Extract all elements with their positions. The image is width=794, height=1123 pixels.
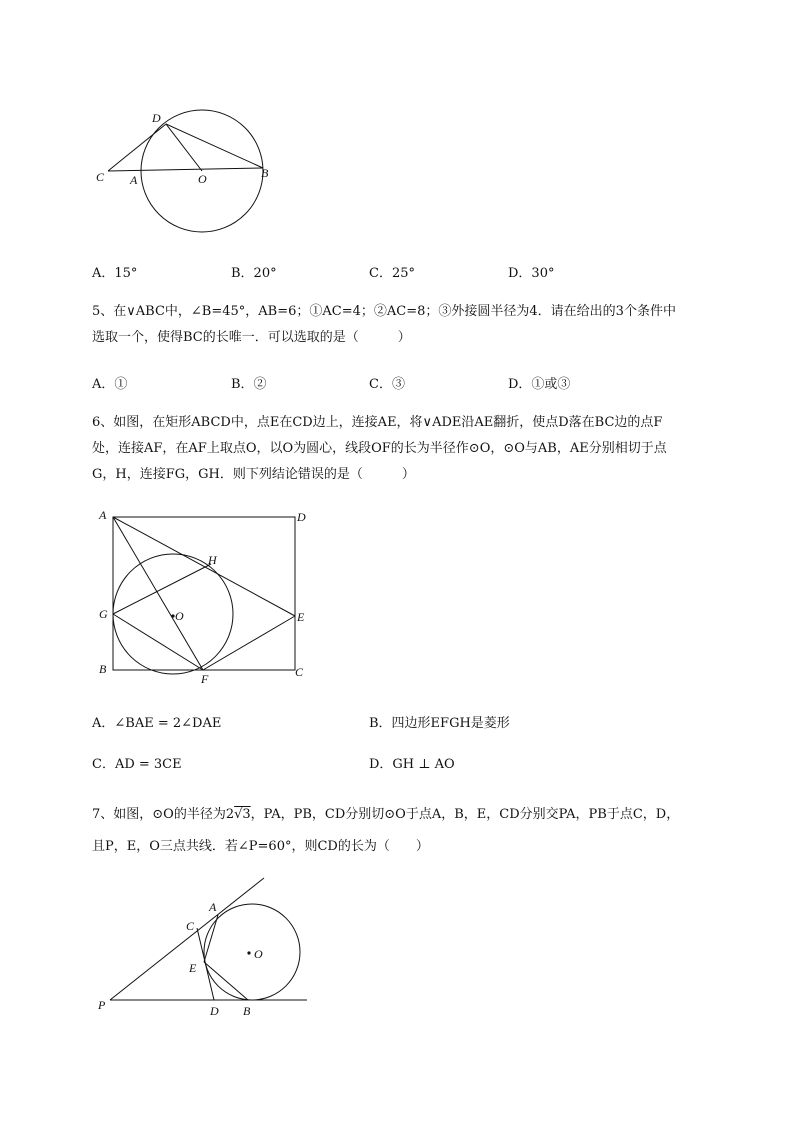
line-pa <box>110 878 264 1000</box>
segment-ae <box>113 517 295 616</box>
segment-eb <box>204 962 248 1000</box>
segment-fe <box>203 616 295 670</box>
q6-line-1: 6、如图，在矩形ABCD中，点E在CD边上，连接AE，将∨ADE沿AE翻折，使点D落在BC边的点F <box>92 415 663 430</box>
q6-rectangle-figure <box>95 505 315 685</box>
label-e: E <box>189 961 197 975</box>
label-a: A <box>209 900 217 914</box>
q6-option-a[interactable]: A．∠BAE = 2∠DAE <box>92 716 222 731</box>
label-c: C <box>96 170 105 184</box>
q7-line-2: 且P，E，O三点共线．若∠P=60°，则CD的长为（ ） <box>92 839 429 854</box>
rectangle-abcd <box>113 517 295 670</box>
q7-stem <box>92 799 752 863</box>
label-d: D <box>297 510 306 524</box>
label-o: O <box>198 172 207 186</box>
q7-line-1-b: ，PA，PB，CD分别切⊙O于点A，B，E，CD分别交PA，PB于点C，D， <box>250 807 680 822</box>
label-c: C <box>186 919 195 933</box>
q6-option-d[interactable]: D．GH ⊥ AO <box>369 757 455 772</box>
q6-line-2: 处，连接AF，在AF上取点O，以O为圆心，线段OF的长为半径作⊙O，⊙O与AB，AE分别相切于点 <box>92 441 667 456</box>
segment-cd <box>108 124 166 171</box>
label-a: A <box>99 508 107 522</box>
label-e: E <box>297 610 305 624</box>
label-g: G <box>99 607 108 621</box>
q4-option-b[interactable]: B．20° <box>231 266 277 281</box>
label-h: H <box>208 553 217 567</box>
label-d: D <box>210 1004 219 1018</box>
segment-af <box>113 517 203 670</box>
label-b: B <box>243 1004 251 1018</box>
q5-line-1: 5、在∨ABC中，∠B=45°，AB=6；①AC=4；②AC=8；③外接圆半径为4．请在给出的3个条件中 <box>92 304 676 319</box>
q5-option-c[interactable]: C．③ <box>369 377 405 392</box>
label-o: O <box>254 947 263 961</box>
segment-db <box>166 124 263 168</box>
label-c: C <box>295 665 304 679</box>
q4-option-d[interactable]: D．30° <box>508 266 555 281</box>
q6-line-3: G，H，连接FG，GH．则下列结论错误的是（ ） <box>92 467 415 482</box>
q5-option-b[interactable]: B．② <box>231 377 267 392</box>
label-b: B <box>99 662 107 676</box>
q7-line-1 <box>92 799 752 831</box>
q4-circle-figure <box>90 105 290 235</box>
segment-do <box>166 124 202 171</box>
q7-tangent-figure <box>92 873 322 1023</box>
q5-stem <box>92 299 752 351</box>
q5-option-a[interactable]: A．① <box>92 377 128 392</box>
label-d: D <box>152 111 161 125</box>
q4-option-a[interactable]: A．15° <box>92 266 138 281</box>
circle-o <box>204 904 300 1000</box>
q6-option-b[interactable]: B．四边形EFGH是菱形 <box>369 716 510 731</box>
label-f: F <box>201 672 209 686</box>
q6-stem <box>92 410 752 488</box>
label-b: B <box>261 166 269 180</box>
label-p: P <box>98 998 106 1012</box>
segment-cb <box>108 168 263 171</box>
q4-option-c[interactable]: C．25° <box>369 266 415 281</box>
q5-line-2: 选取一个，使得BC的长唯一．可以选取的是（ ） <box>92 330 411 345</box>
center-dot-o <box>247 951 250 954</box>
segment-gf <box>113 614 203 670</box>
q7-line-1-a: 7、如图，⊙O的半径为2 <box>92 807 235 822</box>
label-a: A <box>130 173 138 187</box>
q6-option-c[interactable]: C．AD = 3CE <box>92 757 182 772</box>
label-o: O <box>175 609 184 623</box>
q5-option-d[interactable]: D．①或③ <box>508 377 571 392</box>
segment-gh <box>113 564 211 614</box>
radical-sqrt3: √3 <box>234 807 251 822</box>
